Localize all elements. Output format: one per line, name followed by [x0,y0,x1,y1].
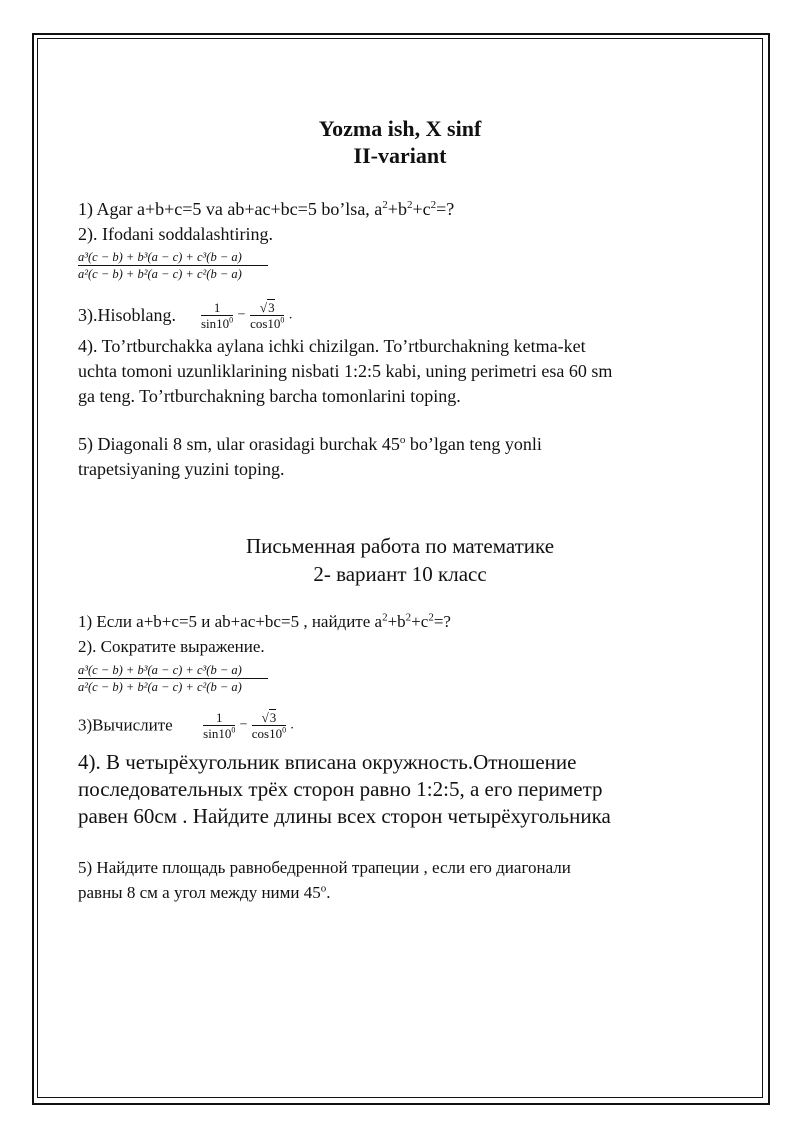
ru-expression [78,663,268,694]
uz-question-4-line-3: ga teng. To’rtburchakning barcha tomonlarini toping. [78,386,461,406]
ru-expression-denominator: a²(c − b) + b²(a − c) + c²(b − a) [78,680,242,694]
uz-frac-cos: $\frac{√3}{\cos 10^0}$ [250,300,285,331]
uz-frac-sin: $\frac{1}{\sin 10^0}$ [201,300,234,331]
uz-expression-numerator: a³(c − b) + b³(a − c) + c³(b − a) [78,250,242,264]
uz-question-4-line-2: uchta tomoni uzunliklarining nisbati 1:2:5 kabi, uning perimetri esa 60 sm [78,361,613,381]
uz-title: Yozma ish, X sinf [318,116,482,141]
uz-question-5-line-1: 5) Diagonali 8 sm, ular orasidagi burchak 45$^o$ bo’lgan teng yonli [78,434,542,454]
ru-question-4-line-3: равен 60см . Найдите длины всех сторон четырёхугольника [78,804,611,828]
uz-expression-denominator: a²(c − b) + b²(a − c) + c²(b − a) [78,267,242,281]
ru-frac-cos: $\frac{√3}{\cos 10^0}$ [251,710,287,741]
uz-question-5-line-2: trapetsiyaning yuzini toping. [78,459,285,479]
fraction-bar [78,265,268,266]
fraction-bar [78,678,268,679]
uz-variant: II-variant [353,143,447,168]
ru-question-5-line-1: 5) Найдите площадь равнобедренной трапеции , если его диагонали [78,858,571,877]
ru-question-1: 1) Если a+b+c=5 и ab+ac+bc=5 , найдите $a^2+b^2+c^2=$? [78,611,451,631]
ru-question-4-line-2: последовательных трёх сторон равно 1:2:5, а его периметр [78,777,603,801]
uz-question-2: 2). Ifodani soddalashtiring. [78,224,273,244]
ru-variant: 2- вариант 10 класс [313,562,487,586]
uz-question-4-line-1: 4). To’rtburchakka aylana ichki chizilgan. To’rtburchakning ketma-ket [78,336,586,356]
uz-question-3: 3).Hisoblang. $\frac{1}{\sin 10^0}$ − $\frac{√3}{\cos 10^0}$ . [78,300,293,331]
ru-question-2: 2). Сократите выражение. [78,637,265,656]
ru-question-3: 3)Вычислите $\frac{1}{\sin 10^0}$ − $\frac{√3}{\cos 10^0}$ . [78,710,294,741]
ru-expression-numerator: a³(c − b) + b³(a − c) + c³(b − a) [78,663,242,677]
ru-question-4-line-1: 4). В четырёхугольник вписана окружность.Отношение [78,750,577,774]
ru-frac-sin: $\frac{1}{\sin 10^0}$ [203,710,236,741]
ru-question-5-line-2: равны 8 см а угол между ними 45$^o$. [78,882,331,902]
uz-expression [78,250,268,281]
uz-question-1: 1) Agar a+b+c=5 va ab+ac+bc=5 bo’lsa, $a^2+b^2+c^2=$? [78,199,455,219]
ru-title: Письменная работа по математике [245,534,555,558]
